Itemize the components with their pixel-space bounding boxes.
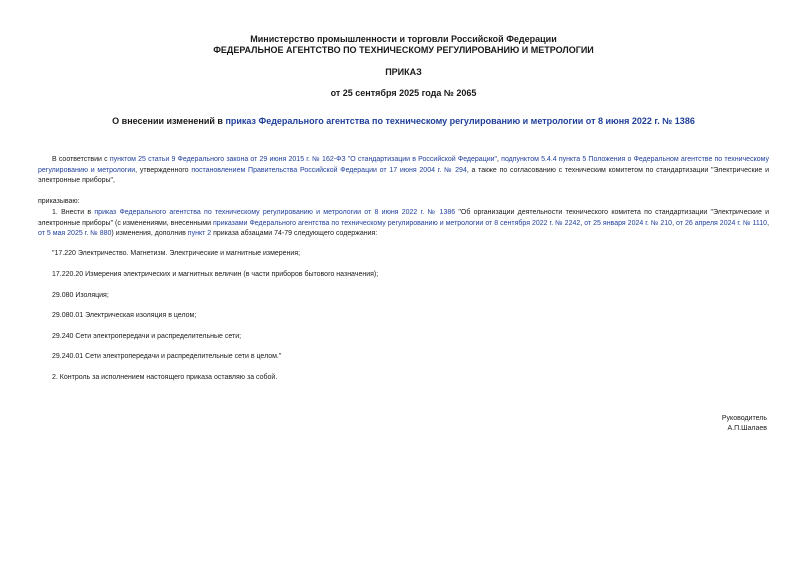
preamble-text-4: , а также по согласованию с техническим комитетом по стандартизации "Электрические и электронные приборы", xyxy=(38,166,769,184)
document-title xyxy=(0,116,807,127)
item1-text-6: , xyxy=(767,219,770,227)
preamble-link-regulation[interactable]: подпунктом 5.4.4 пункта 5 Положения о Федеральном агентстве по техническому регулированию и метрологии xyxy=(38,156,769,174)
item1-text-2: "Об организации деятельности технического комитета по стандартизации "Электрические и электронные приборы" xyxy=(38,209,770,227)
code-line-4: 29.080.01 Электрическая изоляция в целом; xyxy=(52,312,197,319)
item1-text-3: (с изменениями, внесенными xyxy=(113,219,214,227)
item1-text-1: 1. Внести в xyxy=(52,209,95,216)
code-line-6: 29.240.01 Сети электропередачи и распределительные сети в целом." xyxy=(52,353,282,360)
signature-role: Руководитель xyxy=(721,415,767,422)
preamble-text-3: , утвержденного xyxy=(135,166,192,174)
title-link[interactable]: приказ Федерального агентства по техническому регулированию и метрологии от 8 июня 2022 г. № 1386 xyxy=(225,116,695,126)
item1-text-4: , xyxy=(580,219,585,227)
item1-link-amend-4[interactable]: от 5 мая 2025 г. № 880 xyxy=(38,230,112,237)
preamble-link-decree[interactable]: постановлением Правительства Российской Федерации от 17 июня 2004 г. № 294 xyxy=(191,166,467,174)
code-line-3: 29.080 Изоляция; xyxy=(52,292,109,299)
item-2-paragraph: 2. Контроль за исполнением настоящего приказа оставляю за собой. xyxy=(52,374,278,381)
item1-link-point-2[interactable]: пункт 2 xyxy=(187,230,212,237)
document-type: ПРИКАЗ xyxy=(385,67,422,77)
signature-name: А.П.Шалаев xyxy=(727,425,767,432)
preamble-paragraph xyxy=(38,155,769,187)
title-prefix: О внесении изменений в xyxy=(112,116,226,126)
item1-link-order[interactable]: приказ Федерального агентства по техническому регулированию и метрологии от 8 июня 2022 г. № 1386 xyxy=(94,209,456,216)
item1-text-5: , xyxy=(672,219,677,227)
order-word: приказываю: xyxy=(38,198,80,205)
item1-link-amend-2[interactable]: от 25 января 2024 г. № 210 xyxy=(584,219,673,227)
item1-link-amend-1[interactable]: приказами Федерального агентства по техническому регулированию и метрологии от 8 сентября 2022 г. № 2242 xyxy=(213,219,581,227)
preamble-text-2: , xyxy=(497,156,502,163)
code-line-1: "17.220 Электричество. Магнетизм. Электрические и магнитные измерения; xyxy=(52,250,301,257)
item1-text-8: приказа абзацами 74-79 следующего содержания: xyxy=(211,230,378,237)
agency-name: ФЕДЕРАЛЬНОЕ АГЕНТСТВО ПО ТЕХНИЧЕСКОМУ РЕГУЛИРОВАНИЮ И МЕТРОЛОГИИ xyxy=(213,45,594,55)
item-1-paragraph xyxy=(38,208,769,240)
preamble-text-1: В соответствии с xyxy=(52,156,110,163)
document-date-number: от 25 сентября 2025 года № 2065 xyxy=(330,88,477,98)
item1-text-7: ) изменения, дополнив xyxy=(111,230,188,237)
item1-link-amend-3[interactable]: от 26 апреля 2024 г. № 1110 xyxy=(676,219,768,227)
code-line-5: 29.240 Сети электропередачи и распределительные сети; xyxy=(52,333,242,340)
preamble-link-law[interactable]: пунктом 25 статьи 9 Федерального закона от 29 июня 2015 г. № 162-ФЗ "О стандартизации в Российской Федерации" xyxy=(109,156,498,163)
code-line-2: 17.220.20 Измерения электрических и магнитных величин (в части приборов бытового назначения); xyxy=(52,271,379,278)
ministry-name: Министерство промышленности и торговли Российской Федерации xyxy=(250,34,557,44)
